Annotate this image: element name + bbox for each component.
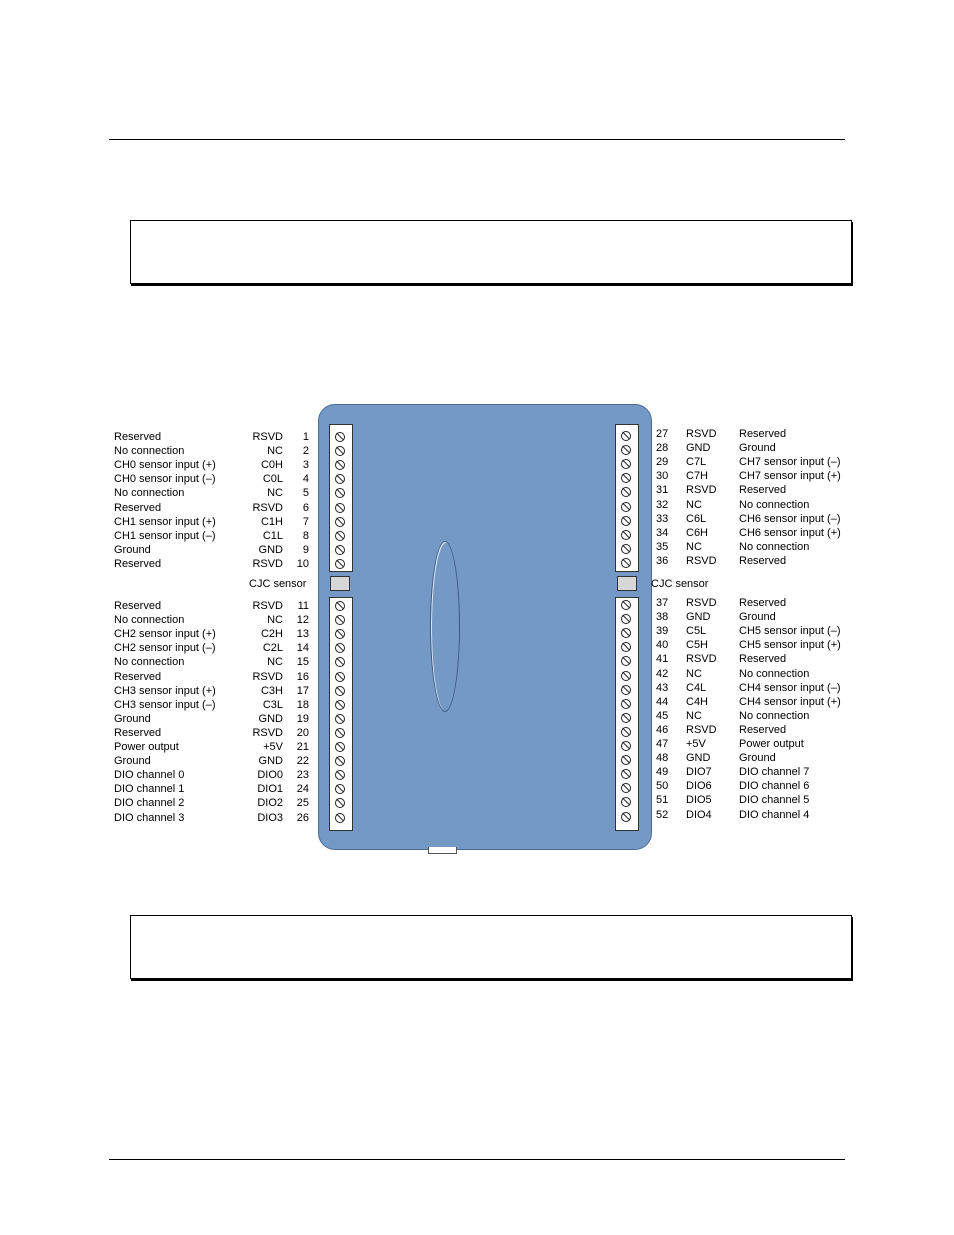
pin-code: C4L [686, 681, 707, 694]
pin-code: C0L [262, 473, 283, 486]
pin-description: Ground [739, 442, 776, 455]
pin-number: 40 [656, 639, 669, 652]
pin-code: C2L [262, 642, 283, 655]
pin-description: DIO channel 0 [114, 769, 185, 782]
screw-terminal-icon [621, 727, 631, 737]
screw-terminal-icon [621, 713, 631, 723]
pin-code: C2H [260, 628, 283, 641]
pin-description: CH6 sensor input (–) [739, 512, 841, 525]
pin-description: Reserved [739, 484, 787, 497]
pin-description: DIO channel 7 [739, 766, 810, 779]
pin-code: RSVD [686, 554, 717, 567]
pin-code: NC [686, 540, 702, 553]
pin-number: 3 [302, 459, 309, 472]
pin-number: 1 [302, 431, 309, 443]
pin-code: C4H [686, 695, 709, 708]
screw-terminal-icon [335, 643, 345, 653]
pin-code: RSVD [252, 726, 283, 739]
pin-description: CH7 sensor input (+) [739, 470, 841, 483]
pin-number: 34 [656, 526, 669, 539]
pin-code: DIO2 [257, 797, 283, 810]
screw-terminal-icon [335, 813, 345, 823]
pin-code: RSVD [252, 557, 283, 570]
pin-code: GND [258, 755, 283, 768]
screw-terminal-icon [621, 600, 631, 610]
pin-description: No connection [114, 445, 185, 458]
pin-code: NC [686, 667, 702, 680]
cjc-label-left: CJC sensor [249, 578, 307, 590]
pin-code: GND [258, 712, 283, 725]
pin-code: RSVD [686, 428, 717, 440]
pin-code: C0H [260, 459, 283, 472]
pin-number: 28 [656, 442, 669, 455]
pin-number: 25 [296, 797, 309, 810]
screw-terminal-icon [621, 797, 631, 807]
pin-number: 51 [656, 794, 669, 807]
pin-description: Reserved [114, 600, 162, 612]
pin-number: 29 [656, 456, 669, 469]
pin-description: DIO channel 1 [114, 783, 185, 796]
pin-code: C3H [260, 684, 283, 697]
pin-number: 35 [656, 540, 669, 553]
pin-number: 7 [302, 515, 309, 528]
pin-description: Reserved [114, 501, 162, 514]
screw-terminal-icon [621, 741, 631, 751]
pin-description: Power output [739, 738, 804, 750]
pin-code: GND [686, 611, 711, 624]
pin-code: +5V [686, 738, 706, 750]
pin-description: DIO channel 2 [114, 797, 185, 810]
pin-number: 21 [296, 741, 309, 753]
pin-number: 31 [656, 484, 669, 497]
pin-description: Reserved [114, 557, 162, 570]
pin-description: CH3 sensor input (–) [114, 698, 216, 711]
screw-terminal-icon [335, 784, 345, 794]
pin-description: CH1 sensor input (+) [114, 515, 216, 528]
pin-description: DIO channel 4 [739, 808, 810, 821]
pin-code: RSVD [686, 597, 717, 609]
pin-description: CH1 sensor input (–) [114, 529, 216, 542]
pin-code: RSVD [252, 670, 283, 683]
pin-number: 2 [302, 445, 309, 458]
pin-description: Reserved [114, 726, 162, 739]
pin-description: DIO channel 5 [739, 794, 810, 807]
screw-terminal-icon [621, 487, 631, 497]
pin-number: 17 [296, 684, 309, 697]
pin-code: GND [686, 752, 711, 765]
pin-description: CH3 sensor input (+) [114, 684, 216, 697]
pin-number: 47 [656, 738, 669, 750]
pin-number: 43 [656, 681, 669, 694]
pin-description: No connection [739, 540, 810, 553]
pin-code: DIO7 [686, 766, 712, 779]
pin-description: Reserved [114, 670, 162, 683]
note-box-bottom [130, 915, 852, 979]
pin-description: Power output [114, 741, 179, 753]
pin-description: CH2 sensor input (+) [114, 628, 216, 641]
pin-description: Ground [114, 755, 151, 768]
pin-number: 33 [656, 512, 669, 525]
screw-terminal-icon [335, 488, 345, 498]
pin-number: 20 [296, 726, 309, 739]
screw-terminal-icon [335, 545, 345, 555]
screw-terminal-icon [621, 530, 631, 540]
screw-terminal-icon [335, 446, 345, 456]
screw-terminal-icon [621, 614, 631, 624]
screw-terminal-icon [335, 615, 345, 625]
pin-description: CH2 sensor input (–) [114, 642, 216, 655]
pin-description: CH5 sensor input (+) [739, 639, 841, 652]
screw-terminal-icon [335, 460, 345, 470]
pin-code: DIO5 [686, 794, 712, 807]
pin-code: NC [686, 709, 702, 722]
pin-code: C7L [686, 456, 707, 469]
screw-terminal-icon [335, 559, 345, 569]
pin-code: C5L [686, 625, 707, 638]
pin-description: DIO channel 6 [739, 780, 810, 793]
screw-terminal-icon [621, 502, 631, 512]
pin-number: 16 [296, 670, 309, 683]
screw-terminal-icon [335, 657, 345, 667]
pin-number: 30 [656, 470, 669, 483]
screw-terminal-icon [621, 699, 631, 709]
pin-number: 52 [656, 808, 669, 821]
pin-code: DIO3 [257, 811, 283, 824]
pin-description: Ground [114, 712, 151, 725]
pin-number: 12 [296, 614, 309, 627]
pin-code: DIO6 [686, 780, 712, 793]
pin-code: RSVD [686, 723, 717, 736]
pin-description: CH4 sensor input (–) [739, 681, 841, 694]
pin-code: GND [686, 442, 711, 455]
pin-code: DIO4 [686, 808, 712, 821]
pin-number: 23 [296, 769, 309, 782]
screw-terminal-icon [335, 517, 345, 527]
screw-terminal-icon [621, 473, 631, 483]
pin-code: +5V [263, 741, 283, 753]
screw-terminal-icon [335, 629, 345, 639]
screw-terminal-icon [621, 445, 631, 455]
screw-terminal-icon [621, 671, 631, 681]
screw-terminal-icon [335, 770, 345, 780]
pin-code: C1L [262, 529, 283, 542]
screw-terminal-icon [621, 544, 631, 554]
pin-number: 49 [656, 766, 669, 779]
pin-description: No connection [114, 487, 185, 500]
pin-code: C6L [686, 512, 707, 525]
pin-code: C6H [686, 526, 709, 539]
screw-terminal-icon [621, 516, 631, 526]
pin-number: 9 [302, 543, 309, 556]
screw-terminal-icon [335, 728, 345, 738]
pin-code: C5H [686, 639, 709, 652]
pin-number: 39 [656, 625, 669, 638]
pin-number: 8 [302, 529, 309, 542]
screw-terminal-icon [621, 783, 631, 793]
pin-number: 6 [302, 501, 309, 514]
pin-number: 48 [656, 752, 669, 765]
pin-number: 10 [296, 557, 309, 570]
pin-code: NC [267, 614, 283, 627]
pin-code: RSVD [252, 501, 283, 514]
pin-number: 22 [296, 755, 309, 768]
screw-terminal-icon [335, 798, 345, 808]
screw-terminal-icon [621, 769, 631, 779]
pin-number: 15 [296, 656, 309, 669]
pin-number: 41 [656, 653, 669, 666]
pin-number: 46 [656, 723, 669, 736]
pin-description: Reserved [114, 431, 162, 443]
screw-terminal-icon [621, 558, 631, 568]
screw-terminal-icon [621, 628, 631, 638]
pin-number: 13 [296, 628, 309, 641]
pin-code: RSVD [252, 600, 283, 612]
pin-description: Reserved [739, 428, 787, 440]
screw-terminal-icon [335, 756, 345, 766]
pin-number: 5 [302, 487, 309, 500]
pin-description: No connection [114, 656, 185, 669]
screw-terminal-icon [335, 742, 345, 752]
screw-terminal-icon [335, 700, 345, 710]
screw-terminal-icon [621, 755, 631, 765]
pin-number: 50 [656, 780, 669, 793]
pin-description: Ground [739, 752, 776, 765]
pin-code: RSVD [686, 653, 717, 666]
pin-number: 44 [656, 695, 669, 708]
pin-number: 11 [297, 600, 309, 612]
pin-code: NC [686, 498, 702, 511]
cjc-label-right: CJC sensor [651, 578, 709, 590]
pin-description: No connection [114, 614, 185, 627]
screw-terminal-icon [335, 474, 345, 484]
pin-code: RSVD [686, 484, 717, 497]
pin-code: C7H [686, 470, 709, 483]
screw-terminal-icon [335, 503, 345, 513]
screw-terminal-icon [335, 686, 345, 696]
pin-code: NC [267, 445, 283, 458]
pin-description: CH6 sensor input (+) [739, 526, 841, 539]
pin-number: 26 [296, 811, 309, 824]
pin-number: 14 [296, 642, 309, 655]
pin-description: CH5 sensor input (–) [739, 625, 841, 638]
pin-number: 37 [656, 597, 669, 609]
screw-terminal-icon [335, 531, 345, 541]
pin-number: 4 [302, 473, 309, 486]
pin-description: Reserved [739, 554, 787, 567]
pin-description: CH4 sensor input (+) [739, 695, 841, 708]
pin-code: NC [267, 487, 283, 500]
pin-number: 24 [296, 783, 309, 796]
pin-number: 27 [656, 428, 669, 440]
pin-description: DIO channel 3 [114, 811, 185, 824]
pin-description: No connection [739, 498, 810, 511]
pin-description: CH7 sensor input (–) [739, 456, 841, 469]
pin-description: Reserved [739, 597, 787, 609]
pin-description: Reserved [739, 653, 787, 666]
pin-number: 36 [656, 554, 669, 567]
screw-terminal-icon [621, 431, 631, 441]
screw-terminal-icon [335, 672, 345, 682]
screw-terminal-icon [621, 459, 631, 469]
pin-number: 45 [656, 709, 669, 722]
screw-terminal-icon [335, 432, 345, 442]
pin-description: CH0 sensor input (–) [114, 473, 216, 486]
pin-code: C3L [262, 698, 283, 711]
footer-rule [109, 1159, 845, 1160]
pin-code: DIO0 [257, 769, 283, 782]
pin-number: 19 [296, 712, 309, 725]
pin-description: Ground [114, 543, 151, 556]
screw-terminal-icon [335, 601, 345, 611]
pin-code: NC [267, 656, 283, 669]
pin-description: CH0 sensor input (+) [114, 459, 216, 472]
pin-number: 42 [656, 667, 669, 680]
pin-code: RSVD [252, 431, 283, 443]
screw-terminal-icon [621, 812, 631, 822]
pin-description: No connection [739, 667, 810, 680]
screw-terminal-icon [621, 685, 631, 695]
pin-number: 38 [656, 611, 669, 624]
pin-description: Ground [739, 611, 776, 624]
pin-code: GND [258, 543, 283, 556]
screw-terminal-icon [621, 656, 631, 666]
pin-code: DIO1 [257, 783, 283, 796]
pin-description: Reserved [739, 723, 787, 736]
pin-number: 32 [656, 498, 669, 511]
screw-terminal-icon [335, 714, 345, 724]
pin-description: No connection [739, 709, 810, 722]
pin-code: C1H [260, 515, 283, 528]
pin-number: 18 [296, 698, 309, 711]
screw-terminal-icon [621, 642, 631, 652]
